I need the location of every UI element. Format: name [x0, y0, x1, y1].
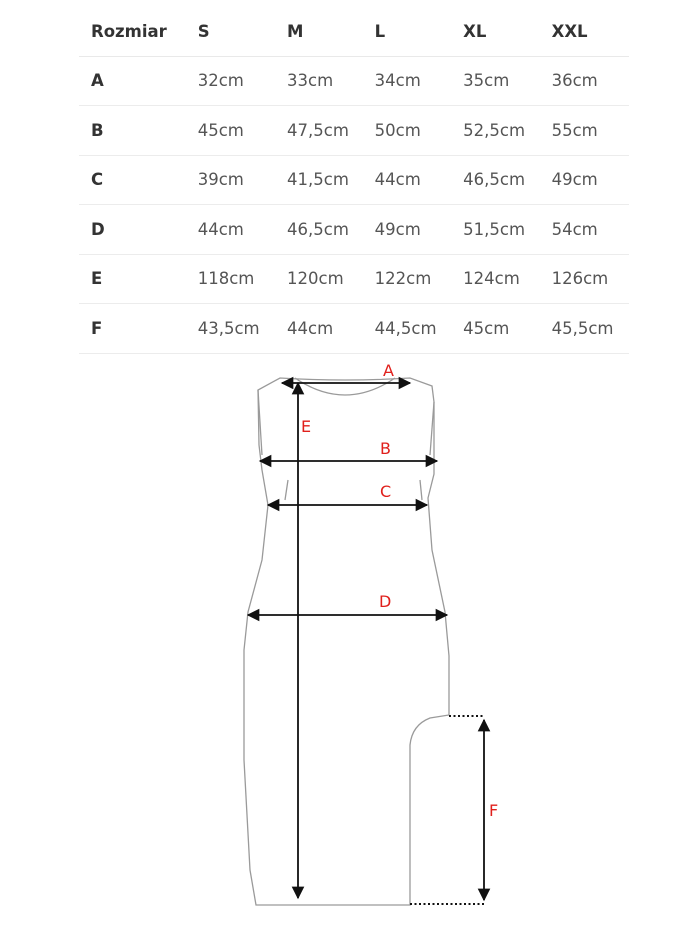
table-cell: 44cm — [363, 155, 451, 205]
table-cell: 124cm — [451, 254, 539, 304]
dress-outline — [244, 378, 449, 905]
table-cell: 47,5cm — [275, 106, 363, 156]
table-cell: 45cm — [186, 106, 275, 156]
table-cell: 45,5cm — [540, 304, 629, 354]
table-cell: 33cm — [275, 56, 363, 106]
header-xxl: XXL — [540, 7, 629, 56]
label-c: C — [380, 482, 392, 501]
left-dart — [285, 480, 288, 500]
label-d: D — [379, 592, 392, 611]
header-xl: XL — [451, 7, 539, 56]
row-label: D — [79, 205, 186, 255]
row-label: E — [79, 254, 186, 304]
table-cell: 45cm — [451, 304, 539, 354]
table-cell: 55cm — [540, 106, 629, 156]
table-cell: 46,5cm — [451, 155, 539, 205]
label-a: A — [383, 361, 394, 380]
dress-silhouette — [244, 378, 449, 905]
row-label: A — [79, 56, 186, 106]
row-label: B — [79, 106, 186, 156]
table-cell: 49cm — [363, 205, 451, 255]
header-s: S — [186, 7, 275, 56]
table-cell: 46,5cm — [275, 205, 363, 255]
label-e: E — [301, 417, 312, 436]
table-cell: 44,5cm — [363, 304, 451, 354]
table-cell: 49cm — [540, 155, 629, 205]
measurement-arrows — [248, 383, 484, 900]
label-b: B — [380, 439, 391, 458]
table-cell: 39cm — [186, 155, 275, 205]
header-m: M — [275, 7, 363, 56]
row-label: F — [79, 304, 186, 354]
table-cell: 34cm — [363, 56, 451, 106]
table-cell: 41,5cm — [275, 155, 363, 205]
table-cell: 43,5cm — [186, 304, 275, 354]
table-cell: 126cm — [540, 254, 629, 304]
table-cell: 32cm — [186, 56, 275, 106]
table-cell: 51,5cm — [451, 205, 539, 255]
table-cell: 52,5cm — [451, 106, 539, 156]
table-cell: 36cm — [540, 56, 629, 106]
row-label: C — [79, 155, 186, 205]
table-cell: 54cm — [540, 205, 629, 255]
table-cell: 120cm — [275, 254, 363, 304]
slit-guides — [410, 716, 485, 904]
table-cell: 118cm — [186, 254, 275, 304]
table-cell: 50cm — [363, 106, 451, 156]
header-size: Rozmiar — [79, 7, 186, 56]
table-cell: 44cm — [275, 304, 363, 354]
label-f: F — [489, 801, 499, 820]
header-l: L — [363, 7, 451, 56]
table-cell: 35cm — [451, 56, 539, 106]
right-dart — [420, 480, 422, 500]
table-cell: 122cm — [363, 254, 451, 304]
table-cell: 44cm — [186, 205, 275, 255]
